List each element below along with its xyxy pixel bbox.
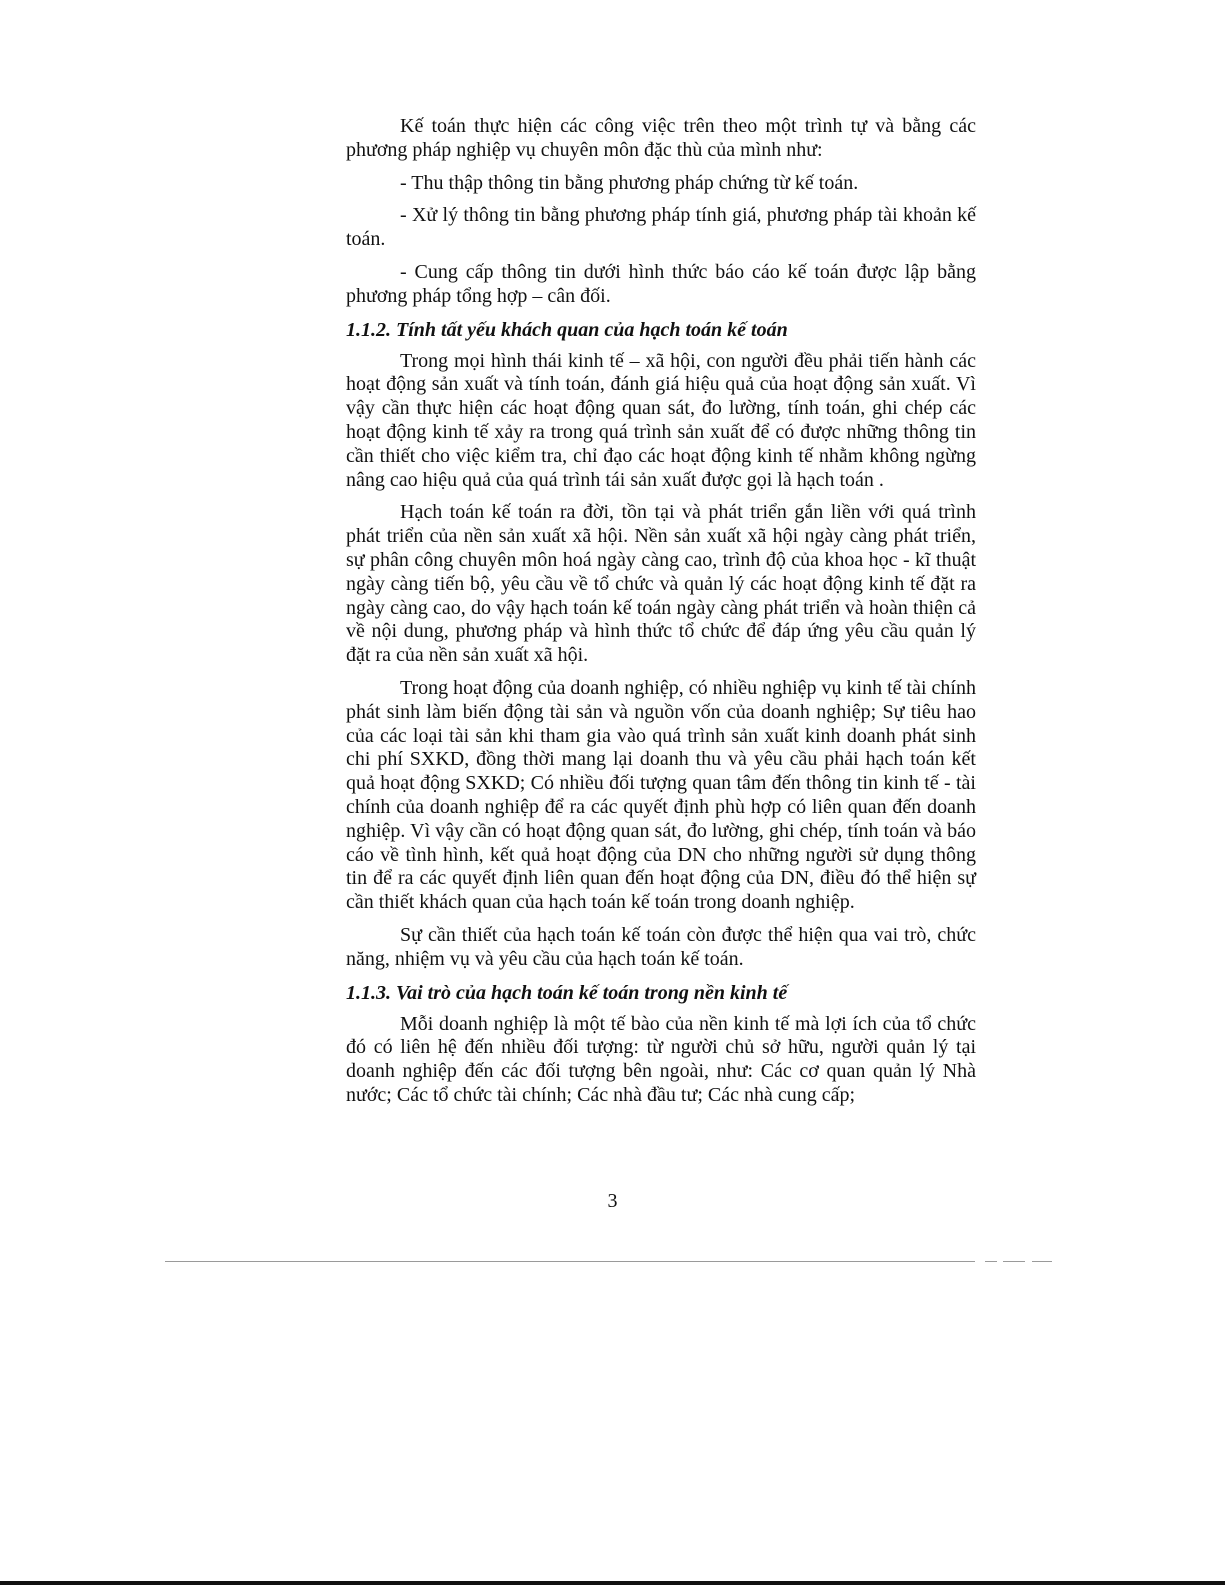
footer-divider-dash xyxy=(1003,1261,1025,1262)
paragraph-intro: Kế toán thực hiện các công việc trên theo một trình tự và bằng các phương pháp nghiệp vụ chuyên môn đặc thù của mình như: xyxy=(346,115,976,161)
section-heading-1-1-2: 1.1.2. Tính tất yếu khách quan của hạch toán kế toán xyxy=(346,318,788,341)
paragraph-112-4: Sự cần thiết của hạch toán kế toán còn được thể hiện qua vai trò, chức năng, nhiệm vụ và yêu cầu của hạch toán kế toán. xyxy=(346,923,976,970)
document-body xyxy=(346,115,976,1117)
paragraph-112-2: Hạch toán kế toán ra đời, tồn tại và phát triển gắn liền với quá trình phát triển của nền sản xuất xã hội. Nền sản xuất xã hội ngày càng phát triển, sự phân công chuyên môn hoá ngày càng cao, trình độ của khoa học - kĩ thuật ngày càng tiến bộ, yêu cầu về tổ chức và quản lý các hoạt động kinh tế đặt ra ngày càng cao, do vậy hạch toán kế toán ngày càng phát triển và hoàn thiện cả về nội dung, phương pháp và hình thức tổ chức để đáp ứng yêu cầu quản lý đặt ra của nền sản xuất xã hội. xyxy=(346,501,976,667)
footer-divider xyxy=(165,1261,975,1262)
paragraph-112-3: Trong hoạt động của doanh nghiệp, có nhiều nghiệp vụ kinh tế tài chính phát sinh làm biến động tài sản và nguồn vốn của doanh nghiệp; Sự tiêu hao của các loại tài sản khi tham gia vào quá trình sản xuất kinh doanh phát sinh chi phí SXKD, đồng thời mang lại doanh thu và yêu cầu phải hạch toán kết quả hoạt động SXKD; Có nhiều đối tượng quan tâm đến thông tin kinh tế - tài chính của doanh nghiệp để ra các quyết định phù hợp có liên quan đến doanh nghiệp. Vì vậy cần có hoạt động quan sát, đo lường, ghi chép, tính toán và báo cáo về tình hình, kết quả hoạt động của DN cho những người sử dụng thông tin để ra các quyết định liên quan đến hoạt động của DN, điều đó thể hiện sự cần thiết khách quan của hạch toán kế toán trong doanh nghiệp. xyxy=(346,676,976,914)
footer-divider-dash xyxy=(985,1261,997,1262)
section-heading-1-1-3: 1.1.3. Vai trò của hạch toán kế toán trong nền kinh tế xyxy=(346,981,788,1004)
footer-divider-dash xyxy=(1032,1261,1052,1262)
paragraph-bullet-process: - Xử lý thông tin bằng phương pháp tính giá, phương pháp tài khoản kế toán. xyxy=(346,204,976,251)
page-bottom-edge xyxy=(0,1581,1225,1585)
paragraph-112-1: Trong mọi hình thái kinh tế – xã hội, con người đều phải tiến hành các hoạt động sản xuất và tính toán, đánh giá hiệu quả của hoạt động sản xuất. Vì vậy cần thực hiện các hoạt động quan sát, đo lường, tính toán, ghi chép các hoạt động kinh tế xảy ra trong quá trình sản xuất để có được những thông tin cần thiết cho việc kiểm tra, chỉ đạo các hoạt động kinh tế nhằm không ngừng nâng cao hiệu quả của quá trình tái sản xuất được gọi là hạch toán . xyxy=(346,349,976,491)
paragraph-bullet-provide: - Cung cấp thông tin dưới hình thức báo cáo kế toán được lập bằng phương pháp tổng hợp – cân đối. xyxy=(346,260,976,307)
paragraph-bullet-collect: - Thu thập thông tin bằng phương pháp chứng từ kế toán. xyxy=(400,171,859,194)
paragraph-113-1: Mỗi doanh nghiệp là một tế bào của nền kinh tế mà lợi ích của tổ chức đó có liên hệ đến nhiều đối tượng: từ người chủ sở hữu, người quản lý tại doanh nghiệp đến các đối tượng bên ngoài, như: Các cơ quan quản lý Nhà nước; Các tổ chức tài chính; Các nhà đầu tư; Các nhà cung cấp; xyxy=(346,1012,976,1106)
page-number: 3 xyxy=(607,1190,618,1212)
